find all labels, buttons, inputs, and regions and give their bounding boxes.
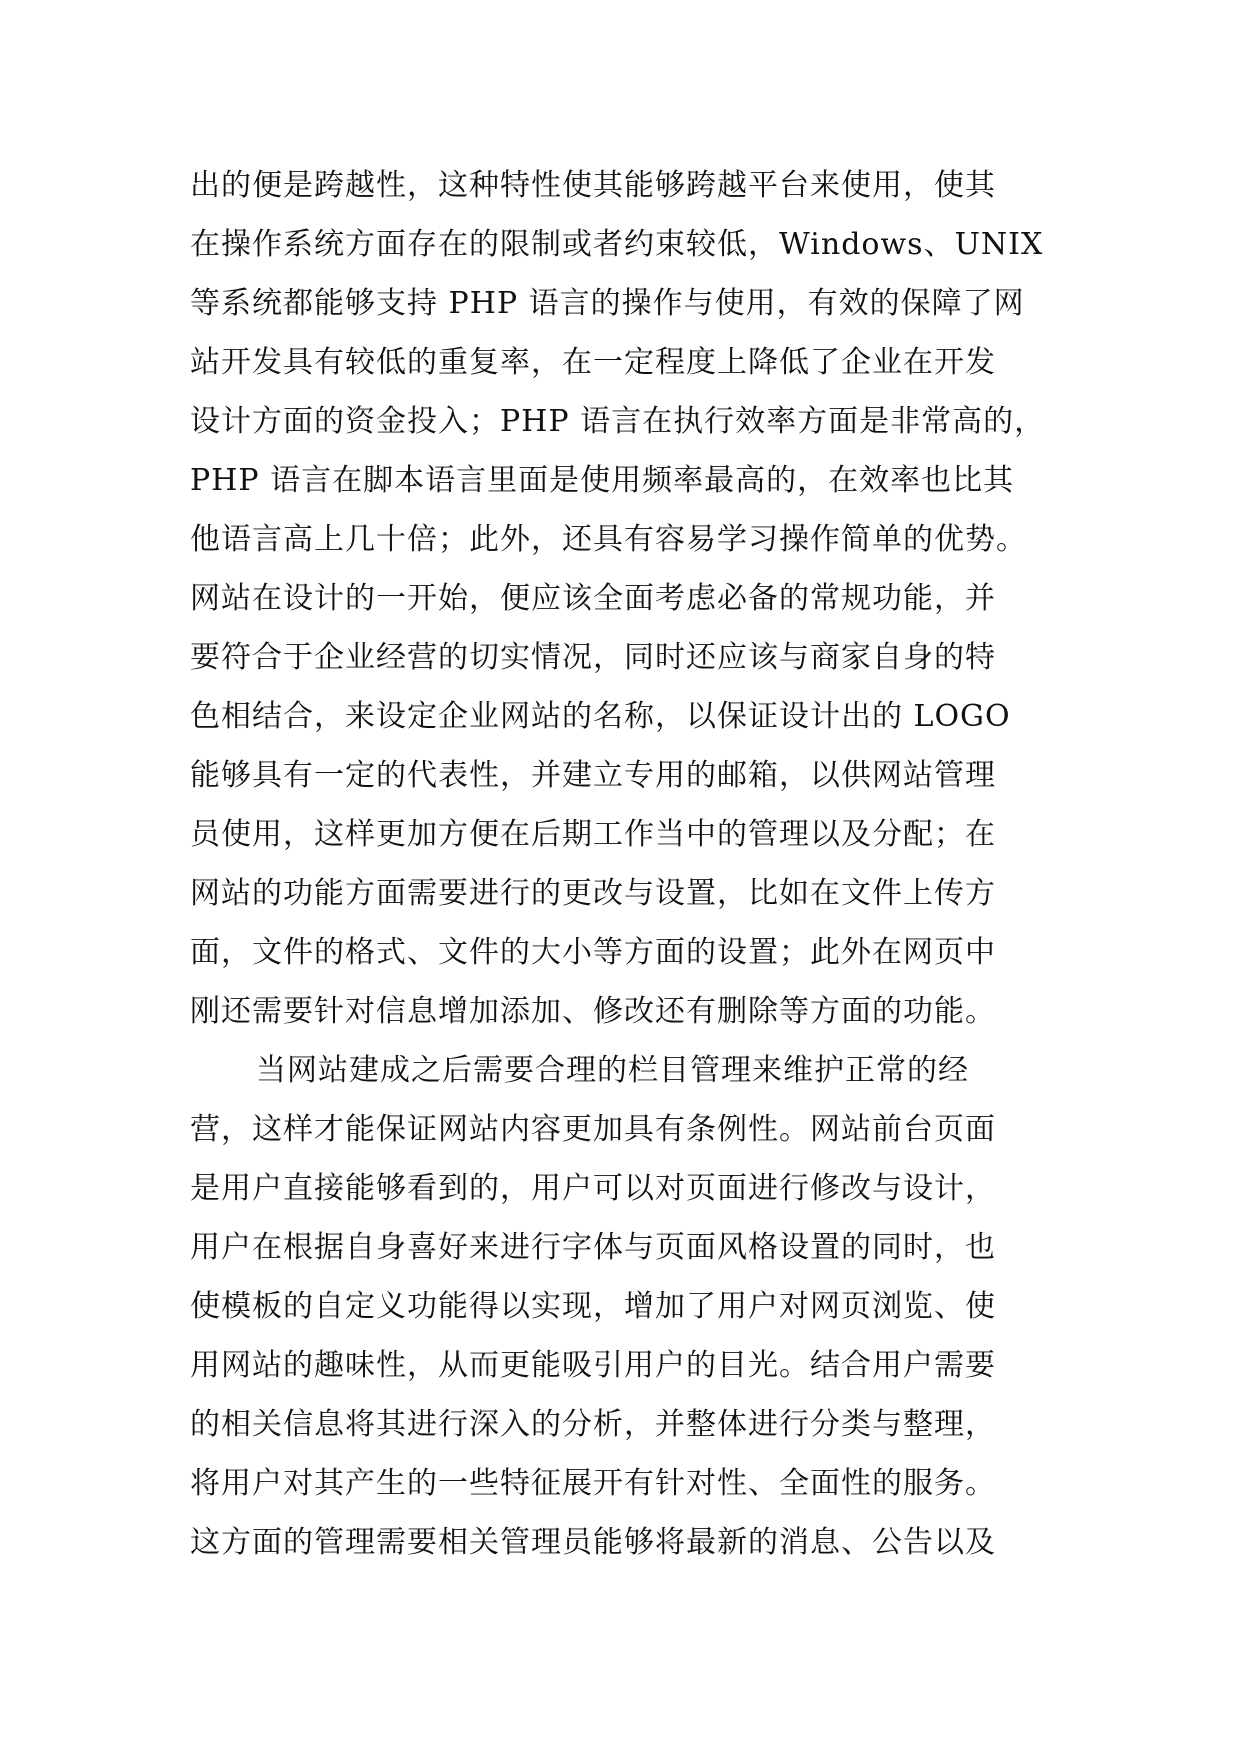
text-line: 这方面的管理需要相关管理员能够将最新的消息、公告以及 bbox=[190, 1525, 996, 1560]
text-line: 营，这样才能保证网站内容更加具有条例性。网站前台页面 bbox=[190, 1112, 996, 1147]
text-line: 设计方面的资金投入；PHP 语言在执行效率方面是非常高的， bbox=[190, 404, 1046, 439]
text-line: 刚还需要针对信息增加添加、修改还有删除等方面的功能。 bbox=[190, 994, 996, 1029]
text-line: 面，文件的格式、文件的大小等方面的设置；此外在网页中 bbox=[190, 935, 996, 970]
text-line: 色相结合，来设定企业网站的名称，以保证设计出的 LOGO bbox=[190, 699, 1011, 734]
text-line: 他语言高上几十倍；此外，还具有容易学习操作简单的优势。 bbox=[190, 522, 1027, 557]
text-line: 在操作系统方面存在的限制或者约束较低，Windows、UNIX bbox=[190, 227, 1044, 262]
text-line: 站开发具有较低的重复率，在一定程度上降低了企业在开发 bbox=[190, 345, 996, 380]
paragraph-first-line: 当网站建成之后需要合理的栏目管理来维护正常的经 bbox=[256, 1053, 969, 1088]
text-line: 网站在设计的一开始，便应该全面考虑必备的常规功能，并 bbox=[190, 581, 996, 616]
text-line: 将用户对其产生的一些特征展开有针对性、全面性的服务。 bbox=[190, 1466, 996, 1501]
text-line: 用户在根据自身喜好来进行字体与页面风格设置的同时，也 bbox=[190, 1230, 996, 1265]
text-line: 等系统都能够支持 PHP 语言的操作与使用，有效的保障了网 bbox=[190, 286, 1025, 321]
text-line: 用网站的趣味性，从而更能吸引用户的目光。结合用户需要 bbox=[190, 1348, 996, 1383]
text-line: PHP 语言在脚本语言里面是使用频率最高的，在效率也比其 bbox=[190, 463, 1015, 498]
text-line: 网站的功能方面需要进行的更改与设置，比如在文件上传方 bbox=[190, 876, 996, 911]
text-line: 使模板的自定义功能得以实现，增加了用户对网页浏览、使 bbox=[190, 1289, 996, 1324]
text-line: 要符合于企业经营的切实情况，同时还应该与商家自身的特 bbox=[190, 640, 996, 675]
text-line: 的相关信息将其进行深入的分析，并整体进行分类与整理， bbox=[190, 1407, 996, 1442]
text-line: 能够具有一定的代表性，并建立专用的邮箱，以供网站管理 bbox=[190, 758, 996, 793]
text-line: 出的便是跨越性，这种特性使其能够跨越平台来使用，使其 bbox=[190, 168, 996, 203]
body-text bbox=[190, 156, 1070, 1572]
text-line: 是用户直接能够看到的，用户可以对页面进行修改与设计， bbox=[190, 1171, 996, 1206]
text-line: 员使用，这样更加方便在后期工作当中的管理以及分配；在 bbox=[190, 817, 996, 852]
